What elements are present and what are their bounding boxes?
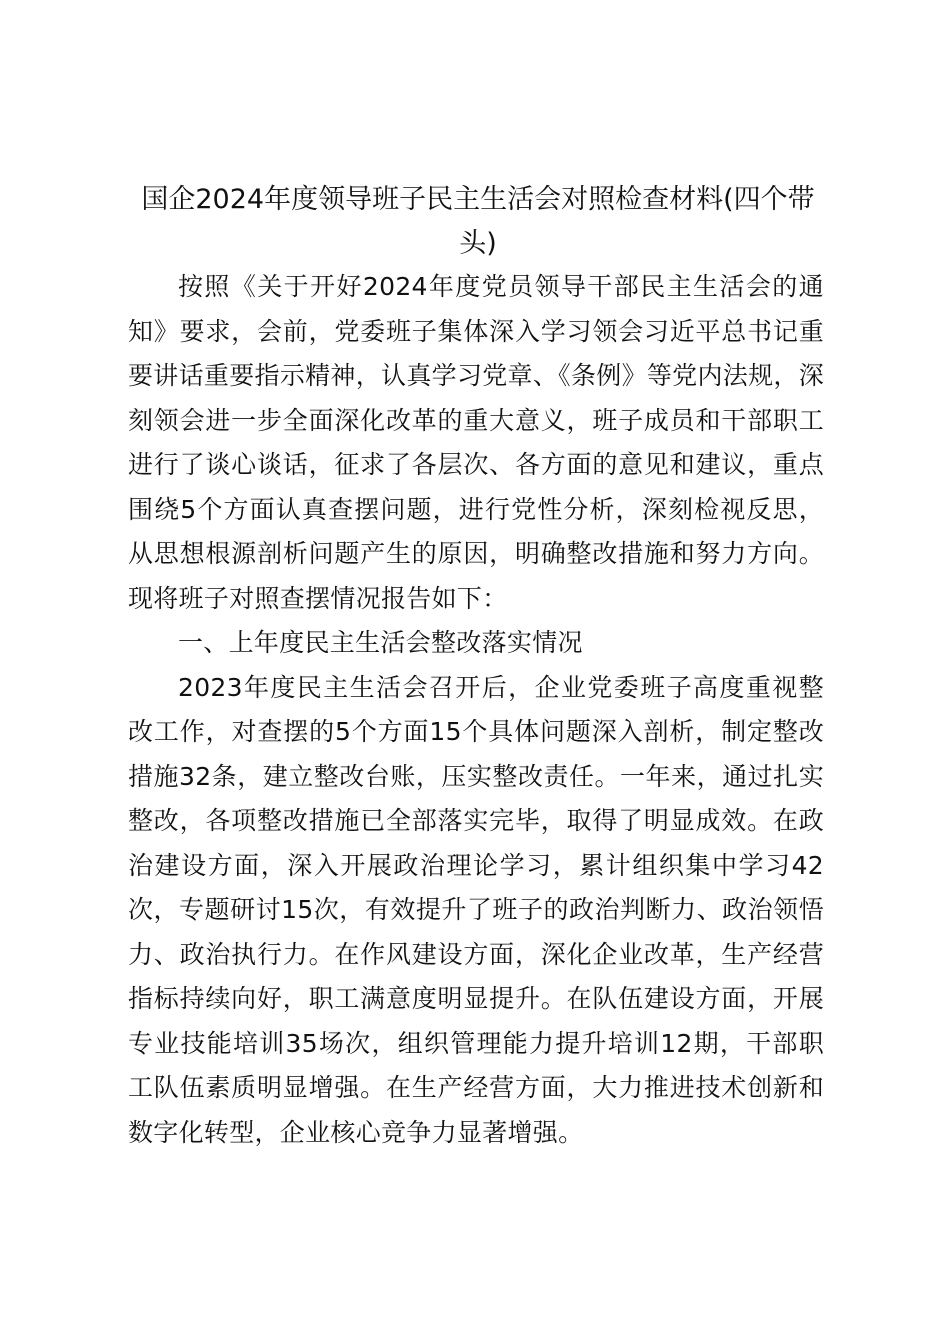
- section-heading-1: 一、上年度民主生活会整改落实情况: [178, 628, 583, 657]
- document-title: 国企2024年度领导班子民主生活会对照检查材料(四个带头): [141, 184, 815, 259]
- section-body-1: 2023年度民主生活会召开后，企业党委班子高度重视整改工作，对查摆的5个方面15个具体问题深入剖析，制定整改措施32条，建立整改台账，压实整改责任。一年来，通过扎实整改，各项整改措施已全部落实完毕，取得了明显成效。在政治建设方面，深入开展政治理论学习，累计组织集中学习42次，专题研讨15次，有效提升了班子的政治判断力、政治领悟力、政治执行力。在作风建设方面，深化企业改革，生产经营指标持续向好，职工满意度明显提升。在队伍建设方面，开展专业技能培训35场次，组织管理能力提升培训12期，干部职工队伍素质明显增强。在生产经营方面，大力推进技术创新和数字化转型，企业核心竞争力显著增强。: [128, 672, 824, 1147]
- document-page: [128, 178, 824, 1155]
- intro-paragraph: 按照《关于开好2024年度党员领导干部民主生活会的通知》要求，会前，党委班子集体深入学习领会习近平总书记重要讲话重要指示精神，认真学习党章、《条例》等党内法规，深刻领会进一步全面深化改革的重大意义，班子成员和干部职工进行了谈心谈话，征求了各层次、各方面的意见和建议，重点围绕5个方面认真查摆问题，进行党性分析，深刻检视反思，从思想根源剖析问题产生的原因，明确整改措施和努力方向。现将班子对照查摆情况报告如下：: [128, 272, 824, 613]
